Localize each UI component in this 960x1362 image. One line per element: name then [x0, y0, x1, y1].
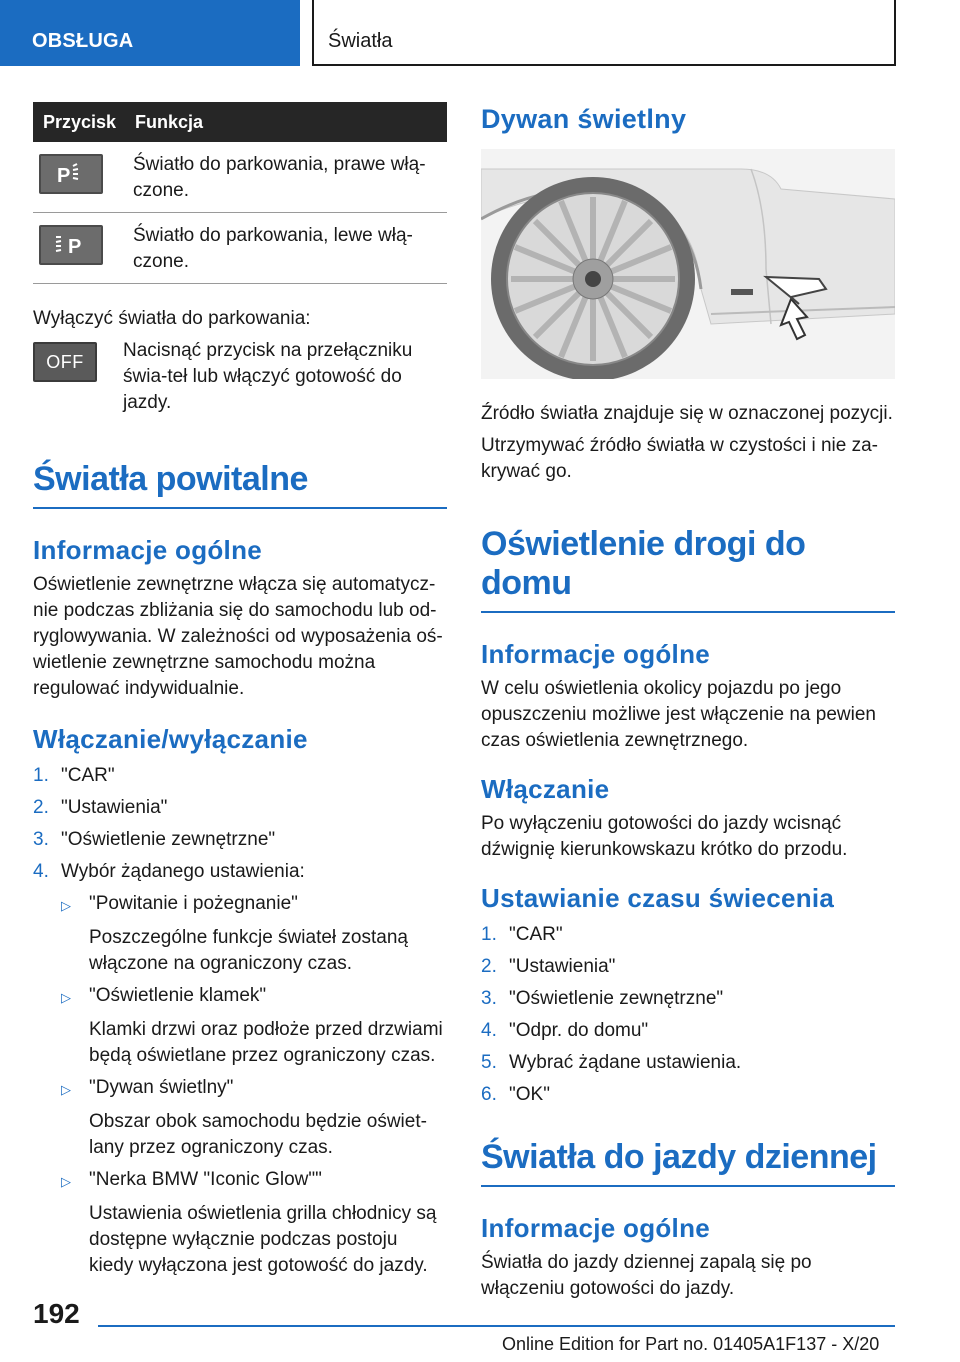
table-cell-function: Światło do parkowania, lewe włą-czone. [133, 225, 413, 272]
right-column [481, 102, 895, 1302]
welcome-toggle-heading: Włączanie/wyłączanie [33, 724, 308, 754]
triangle-bullet-icon: ▷ [61, 990, 71, 1005]
list-item: ▷ "Nerka BMW "Iconic Glow"" Ustawienia oświetlenia grilla chłodnicy są dostępne wyłącznie podczas postoju kiedy wyłączona jest gotowość do jazdy. [61, 1167, 447, 1279]
home-time-heading: Ustawianie czasu świecenia [481, 883, 835, 913]
list-item: 4. Wybór żądanego ustawienia: [33, 861, 305, 882]
home-lights-title: Oświetlenie drogi do domu [481, 525, 895, 613]
table-row [33, 142, 447, 213]
table-header-button: Przycisk [43, 111, 117, 132]
list-item: 2. "Ustawienia" [481, 956, 616, 977]
home-info-heading: Informacje ogólne [481, 639, 711, 669]
welcome-info-text: Oświetlenie zewnętrzne włącza się automatycz-nie podczas zbliżania się do samochodu lub od-ryglowywania. W zależności od wyposażenia oś-wietlenie zewnętrzne samochodu można regulować indywidualnie. [33, 574, 443, 699]
welcome-lights-title: Światła powitalne [33, 460, 447, 509]
table-row [33, 213, 447, 284]
home-on-text: Po wyłączeniu gotowości do jazdy wcisnąć dźwignię kierunkowskazu krótko do przodu. [481, 813, 848, 860]
welcome-options [61, 891, 447, 1279]
list-item: 1. "CAR" [481, 924, 563, 945]
table-cell-function: Światło do parkowania, prawe włą-czone. [133, 154, 426, 201]
triangle-bullet-icon: ▷ [61, 1174, 71, 1189]
welcome-steps [33, 763, 447, 885]
carpet-caption: Źródło światła znajduje się w oznaczonej pozycji. [481, 403, 893, 424]
parking-off-text: Nacisnąć przycisk na przełączniku świa-teł lub włączyć gotowość do jazdy. [123, 340, 413, 413]
list-item: 3. "Oświetlenie zewnętrzne" [33, 829, 276, 850]
page-number: 192 [33, 1298, 80, 1329]
table-header-function: Funkcja [135, 111, 204, 132]
carpet-heading: Dywan świetlny [481, 104, 687, 134]
list-item: ▷ "Dywan świetlny" Obszar obok samochodu będzie oświet-lany przez ograniczony czas. [61, 1075, 447, 1161]
triangle-bullet-icon: ▷ [61, 1082, 71, 1097]
home-steps [481, 922, 895, 1108]
chapter-title: Światła [328, 30, 393, 52]
drl-title: Światła do jazdy dziennej [481, 1138, 895, 1187]
car-wheel-illustration [481, 149, 895, 379]
list-item: 2. "Ustawienia" [33, 797, 168, 818]
edition-text: Online Edition for Part no. 01405A1F137 - X/20 [502, 1334, 880, 1354]
section-label: OBSŁUGA [32, 30, 134, 52]
welcome-info-heading: Informacje ogólne [33, 535, 263, 565]
parking-light-left-icon [39, 225, 103, 265]
table-header [33, 102, 447, 142]
drl-info-text: Światła do jazdy dziennej zapalą się po włączeniu gotowości do jazdy. [481, 1252, 812, 1299]
parking-off-intro: Wyłączyć światła do parkowania: [33, 308, 311, 329]
list-item: 5. Wybrać żądane ustawienia. [481, 1052, 742, 1073]
left-column [33, 102, 447, 1285]
home-info-text: W celu oświetlenia okolicy pojazdu po jego opuszczeniu możliwe jest włączenie na pewien czas oświetlenia zewnętrznego. [481, 678, 876, 751]
list-item: ▷ "Oświetlenie klamek" Klamki drzwi oraz podłoże przed drzwiami będą oświetlane przez ograniczony czas. [61, 983, 447, 1069]
off-button-icon: OFF [33, 342, 97, 382]
chapter-header [312, 0, 896, 66]
button-function-table [33, 102, 447, 284]
section-tab [0, 0, 300, 66]
carpet-text: Utrzymywać źródło światła w czystości i nie za-krywać go. [481, 435, 878, 482]
svg-text:P: P [57, 165, 71, 187]
list-item: ▷ "Powitanie i pożegnanie" Poszczególne funkcje świateł zostaną włączone na ograniczony czas. [61, 891, 447, 977]
parking-off-instruction [33, 338, 447, 416]
drl-info-heading: Informacje ogólne [481, 1213, 711, 1243]
footer-divider [98, 1325, 895, 1327]
list-item: 1. "CAR" [33, 765, 115, 786]
triangle-bullet-icon: ▷ [61, 898, 71, 913]
list-item: 3. "Oświetlenie zewnętrzne" [481, 988, 724, 1009]
list-item: 6. "OK" [481, 1084, 550, 1105]
list-item: 4. "Odpr. do domu" [481, 1020, 649, 1041]
svg-text:P: P [68, 236, 82, 258]
parking-light-right-icon [39, 154, 103, 194]
home-on-heading: Włączanie [481, 774, 610, 804]
